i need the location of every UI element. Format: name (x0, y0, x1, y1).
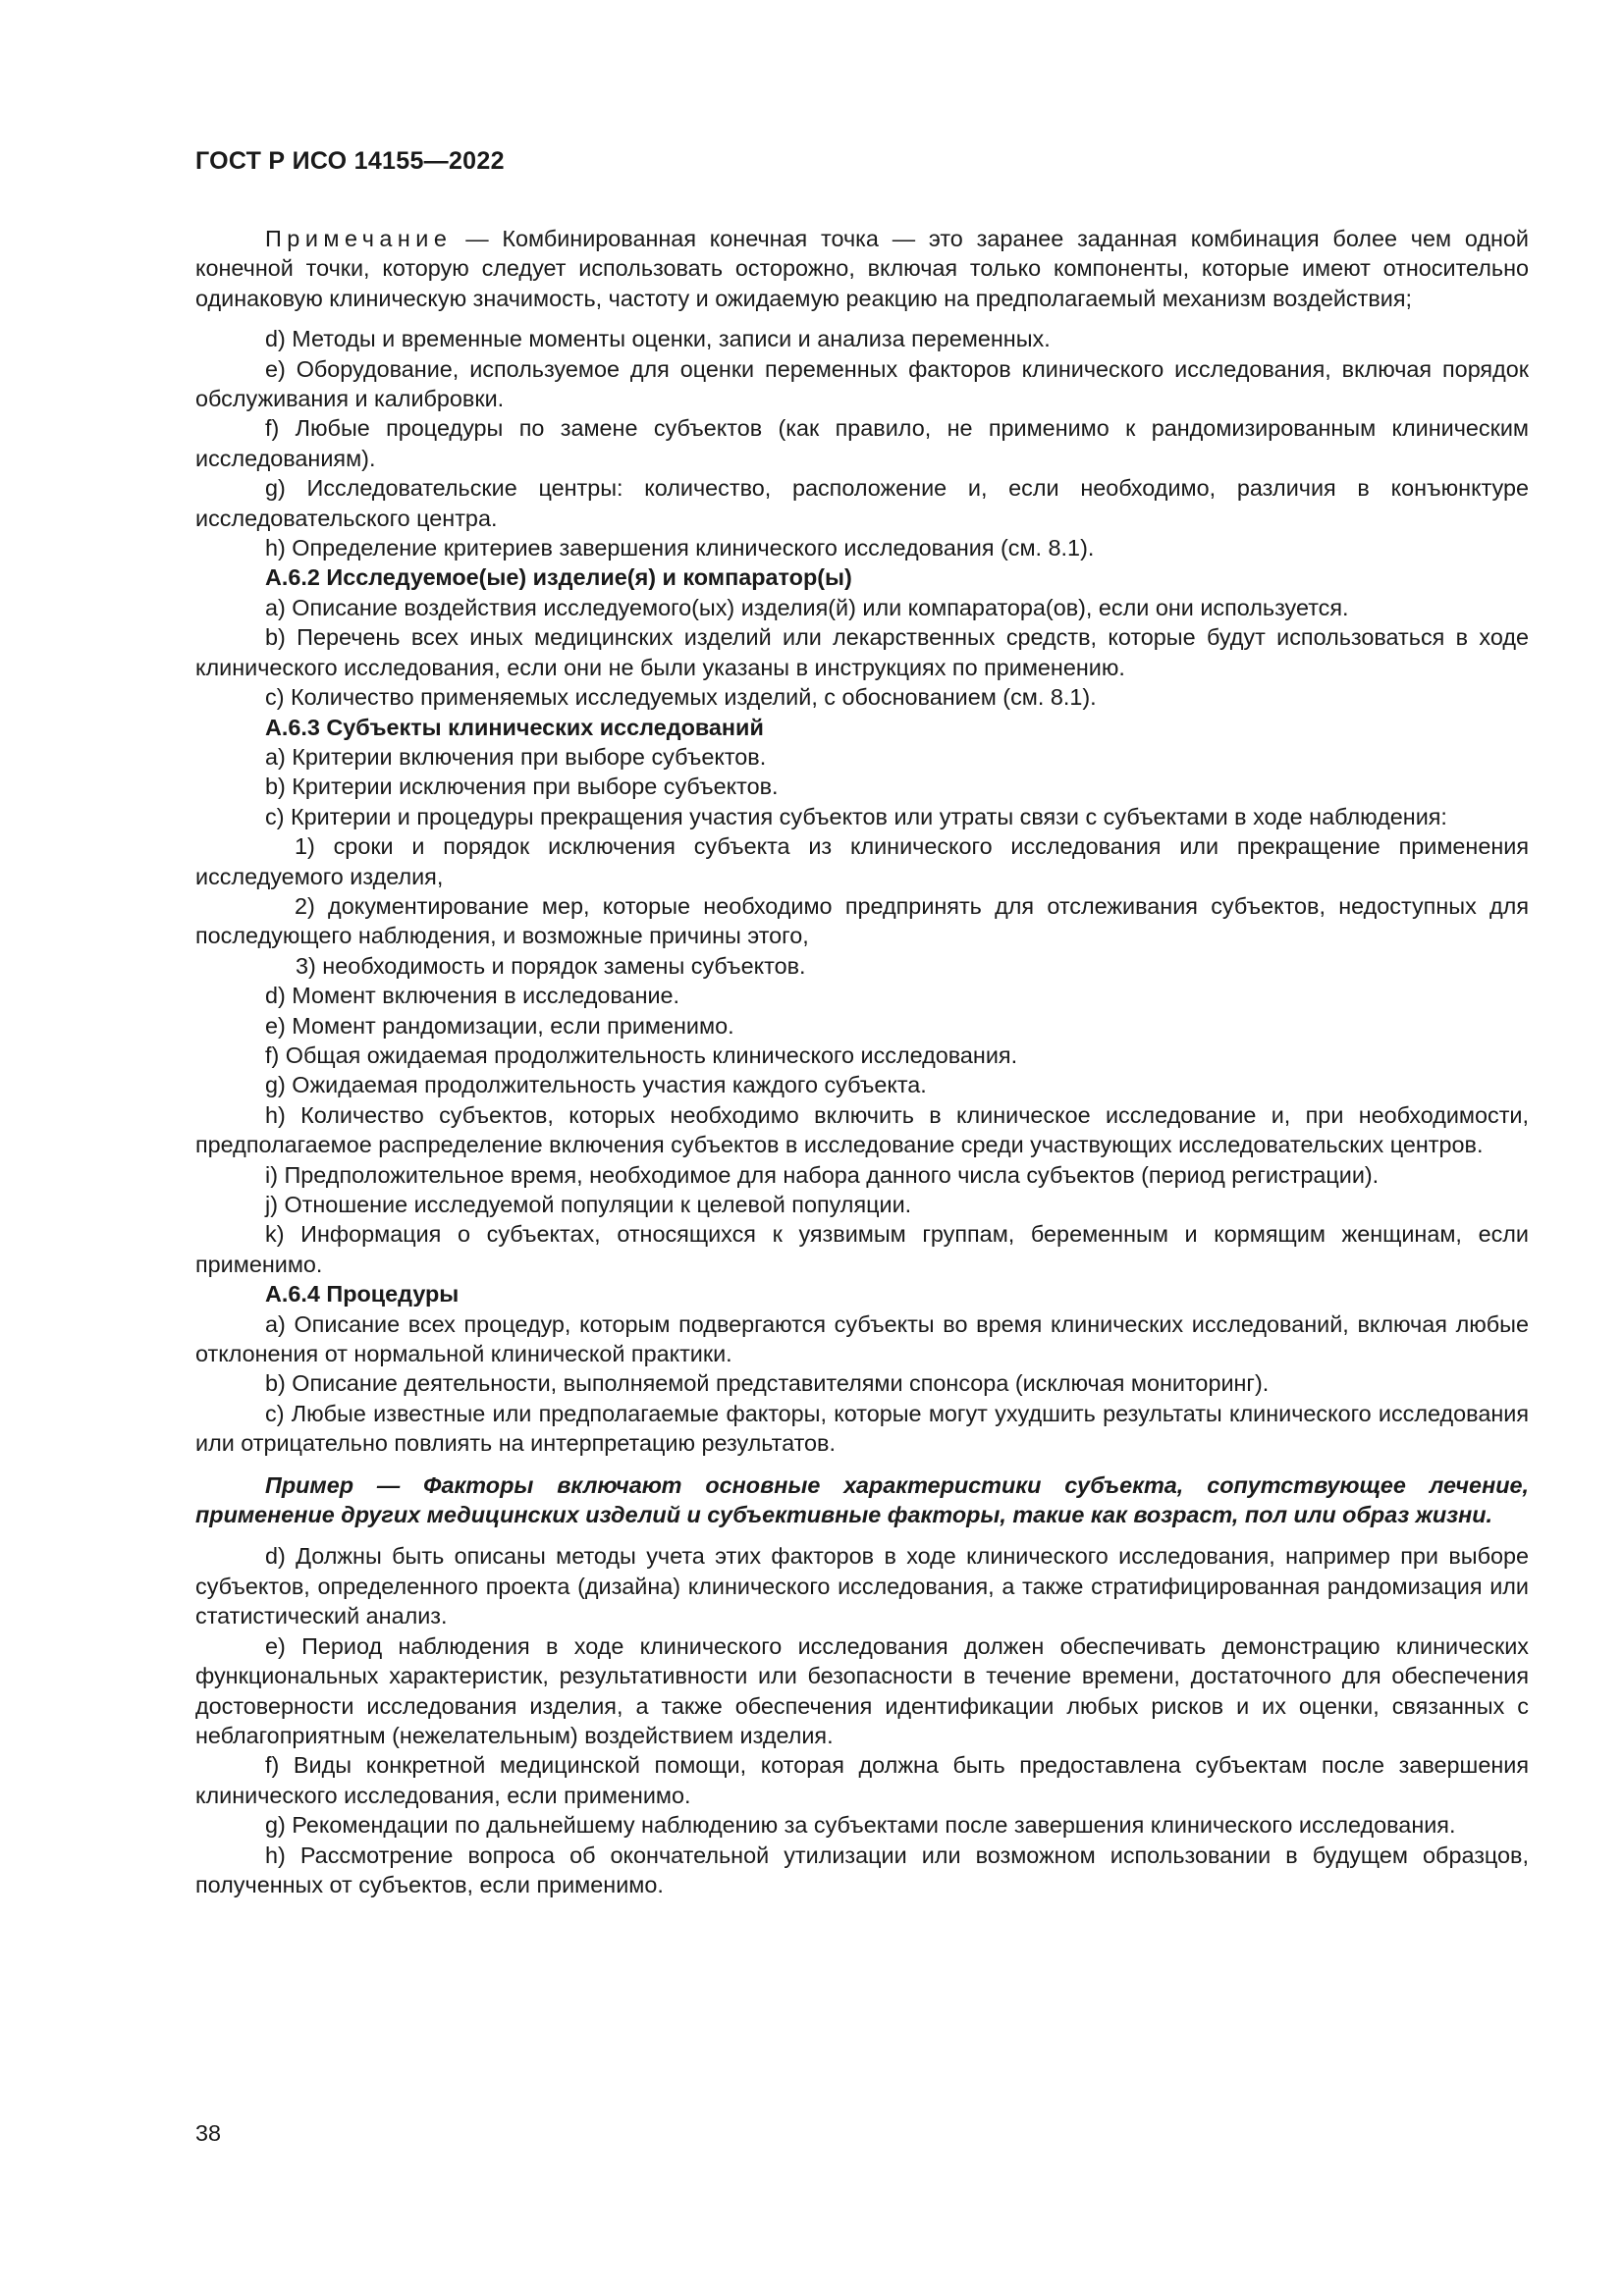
paragraph: f) Любые процедуры по замене субъектов (как правило, не применимо к рандомизированным клиническим исследованиям). (195, 415, 1529, 471)
section-heading: А.6.3 Субъекты клинических исследований (265, 714, 764, 740)
sub-item: 2) документирование мер, которые необходимо предпринять для отслеживания субъектов, недоступных для последующего наблюдения, и возможные причины этого, (195, 892, 1529, 949)
paragraph: d) Момент включения в исследование. (265, 983, 680, 1009)
paragraph: h) Количество субъектов, которых необходимо включить в клиническое исследование и, при необходимости, предполагаемое распределение включения субъектов в исследование среди участвующих исследовательских центров. (195, 1101, 1529, 1158)
paragraph: k) Информация о субъектах, относящихся к уязвимым группам, беременным и кормящим женщинам, если применимо. (195, 1221, 1529, 1277)
paragraph: d) Методы и временные моменты оценки, записи и анализа переменных. (265, 326, 1051, 352)
paragraph: g) Ожидаемая продолжительность участия каждого субъекта. (265, 1072, 927, 1098)
document-body (195, 224, 1529, 1899)
paragraph: a) Описание всех процедур, которым подвергаются субъекты во время клинических исследований, включая любые отклонения от нормальной клинической практики. (195, 1310, 1529, 1367)
paragraph: g) Исследовательские центры: количество, расположение и, если необходимо, различия в конъюнктуре исследовательского центра. (195, 475, 1529, 531)
paragraph: h) Определение критериев завершения клинического исследования (см. 8.1). (265, 535, 1095, 561)
paragraph: i) Предположительное время, необходимое для набора данного числа субъектов (период регистрации). (265, 1161, 1380, 1188)
note-label: Примечание (265, 226, 453, 251)
paragraph: b) Перечень всех иных медицинских изделий или лекарственных средств, которые будут использоваться в ходе клинического исследования, если они не были указаны в инструкциях по применению. (195, 624, 1529, 680)
sub-item: 3) необходимость и порядок замены субъектов. (296, 952, 806, 979)
paragraph: e) Момент рандомизации, если применимо. (265, 1012, 734, 1039)
document-header: ГОСТ Р ИСО 14155—2022 (195, 147, 505, 175)
page-number: 38 (195, 2120, 222, 2146)
paragraph: f) Общая ожидаемая продолжительность клинического исследования. (265, 1041, 1018, 1068)
section-heading: А.6.4 Процедуры (265, 1281, 460, 1308)
paragraph: c) Критерии и процедуры прекращения участия субъектов или утраты связи с субъектами в ходе наблюдения: (265, 803, 1447, 829)
section-heading: А.6.2 Исследуемое(ые) изделие(я) и компаратор(ы) (265, 564, 852, 591)
paragraph: f) Виды конкретной медицинской помощи, которая должна быть предоставлена субъектам после завершения клинического исследования, если применимо. (195, 1752, 1529, 1808)
paragraph: b) Критерии исключения при выборе субъектов. (265, 774, 779, 800)
note-paragraph (195, 224, 1529, 313)
example-paragraph: Пример — Факторы включают основные характеристики субъекта, сопутствующее лечение, применение других медицинских изделий и субъективные факторы, такие как возраст, пол или образ жизни. (195, 1471, 1529, 1528)
paragraph: b) Описание деятельности, выполняемой представителями спонсора (исключая мониторинг). (265, 1370, 1270, 1397)
paragraph: a) Критерии включения при выборе субъектов. (265, 743, 767, 770)
paragraph: e) Период наблюдения в ходе клинического исследования должен обеспечивать демонстрацию клинических функциональных характеристик, результативности или безопасности в течение времени, достаточного для обеспечения достоверности исследования изделия, а также обеспечения идентификации любых рисков и их оценки, связанных с неблагоприятным (нежелательным) воздействием изделия. (195, 1632, 1529, 1748)
paragraph: h) Рассмотрение вопроса об окончательной утилизации или возможном использовании в будущем образцов, полученных от субъектов, если применимо. (195, 1842, 1529, 1897)
paragraph: c) Количество применяемых исследуемых изделий, с обоснованием (см. 8.1). (265, 684, 1097, 711)
paragraph: a) Описание воздействия исследуемого(ых) изделия(й) или компаратора(ов), если они используется. (265, 594, 1349, 620)
paragraph: c) Любые известные или предполагаемые факторы, которые могут ухудшить результаты клинического исследования или отрицательно повлиять на интерпретацию результатов. (195, 1400, 1529, 1457)
paragraph: j) Отношение исследуемой популяции к целевой популяции. (265, 1192, 912, 1217)
paragraph: e) Оборудование, используемое для оценки переменных факторов клинического исследования, включая порядок обслуживания и калибровки. (195, 355, 1529, 412)
note-text: — Комбинированная конечная точка — это заранее заданная комбинация более чем одной конечной точки, которую следует использовать осторожно, включая только компоненты, которые имеют относительно одинаковую клиническую значимость, частоту и ожидаемую реакцию на предполагаемый механизм воздействия; (195, 226, 1529, 311)
paragraph: g) Рекомендации по дальнейшему наблюдению за субъектами после завершения клинического исследования. (265, 1812, 1456, 1839)
paragraph: d) Должны быть описаны методы учета этих факторов в ходе клинического исследования, например при выборе субъектов, определенного проекта (дизайна) клинического исследования, а также стратифицированная рандомизация или статистический анализ. (195, 1543, 1529, 1629)
sub-item: 1) сроки и порядок исключения субъекта из клинического исследования или прекращение применения исследуемого изделия, (195, 833, 1529, 889)
